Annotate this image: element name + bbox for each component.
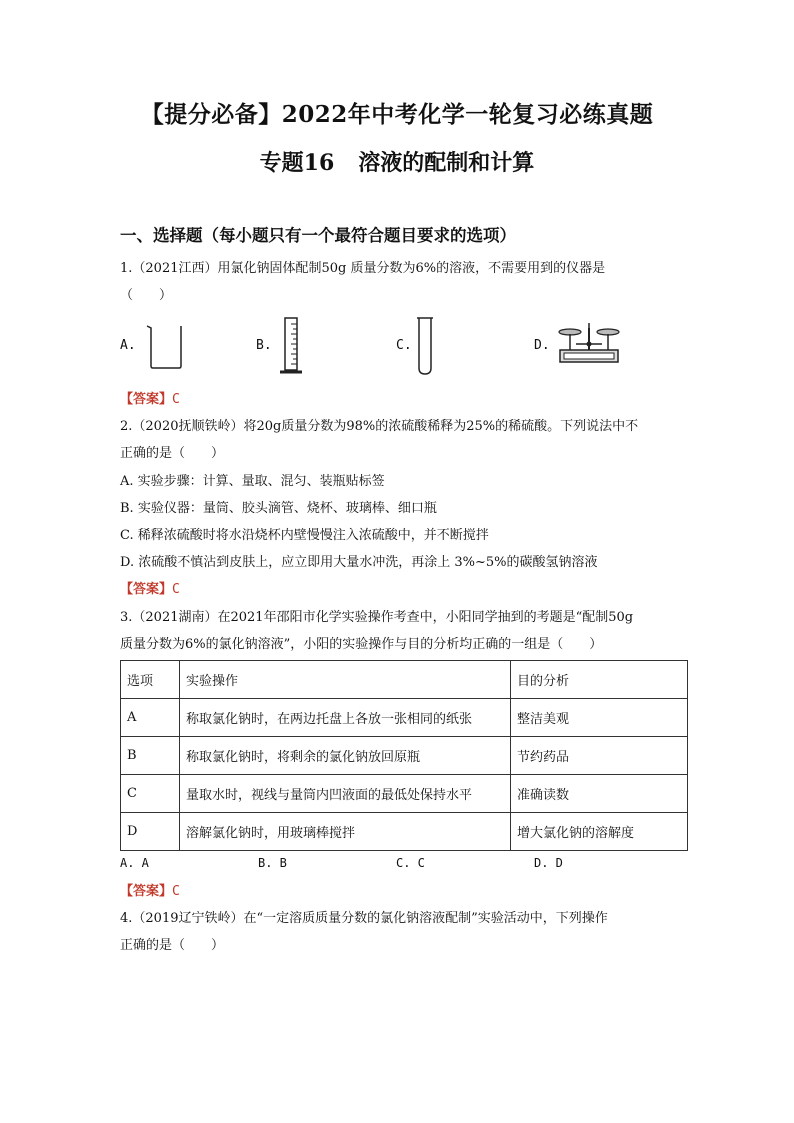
q1-answer-value: C: [172, 392, 180, 407]
q2-answer-value: C: [172, 582, 180, 597]
table-header-cell: 目的分析: [511, 661, 688, 699]
q3-choice-b: B. B: [258, 856, 287, 870]
table-header-cell: 选项: [121, 661, 180, 699]
table-header-cell: 实验操作: [180, 661, 511, 699]
q1-text-line2: （ ）: [120, 288, 173, 303]
q2-answer-label: 【答案】: [120, 582, 173, 597]
table-header-row: [121, 661, 688, 699]
section-heading: 一、选择题（每小题只有一个最符合题目要求的选项）: [120, 226, 516, 245]
table-cell: 溶解氯化钠时，用玻璃棒搅拌: [180, 813, 511, 851]
q4-text-line2: 正确的是（ ）: [120, 938, 225, 953]
q2-answer: [120, 578, 180, 597]
table-cell: 增大氯化钠的溶解度: [511, 813, 688, 851]
q3-text-line1: 3.（2021湖南）在2021年邵阳市化学实验操作考查中，小阳同学抽到的考题是“配制50g: [120, 610, 634, 625]
q3-answer-value: C: [172, 884, 180, 899]
q2-text-line1: 2.（2020抚顺铁岭）将20g质量分数为98%的浓硫酸稀释为25%的稀硫酸。下列说法中不: [120, 419, 639, 434]
q2-option-b: B. 实验仪器：量筒、胶头滴管、烧杯、玻璃棒、细口瓶: [120, 501, 437, 516]
q3-choice-c: C. C: [396, 856, 425, 870]
table-cell: B: [121, 737, 180, 775]
table-cell: A: [121, 699, 180, 737]
q3-choice-d: D. D: [534, 856, 563, 870]
table-cell: 称取氯化钠时，在两边托盘上各放一张相同的纸张: [180, 699, 511, 737]
page-title: 【提分必备】2022年中考化学一轮复习必练真题: [140, 101, 654, 128]
topic-name: 溶液的配制和计算: [358, 150, 535, 176]
table-cell: 称取氯化钠时，将剩余的氯化钠放回原瓶: [180, 737, 511, 775]
test-tube-icon: [416, 316, 434, 376]
table-cell: 量取水时，视线与量筒内凹液面的最低处保持水平: [180, 775, 511, 813]
q1-option-c-label: C.: [396, 338, 412, 353]
table-cell: 整洁美观: [511, 699, 688, 737]
q1-option-a-label: A.: [120, 338, 136, 353]
q1-answer-label: 【答案】: [120, 392, 173, 407]
q3-answer: [120, 880, 180, 899]
q3-table: [120, 660, 688, 851]
table-row: [121, 813, 688, 851]
q2-option-c: C. 稀释浓硫酸时将水沿烧杯内壁慢慢注入浓硫酸中，并不断搅拌: [120, 528, 489, 543]
q1-option-d-label: D.: [534, 338, 550, 353]
q4-text-line1: 4.（2019辽宁铁岭）在“一定溶质质量分数的氯化钠溶液配制”实验活动中，下列操作: [120, 911, 608, 926]
table-cell: C: [121, 775, 180, 813]
q2-option-d: D. 浓硫酸不慎沾到皮肤上，应立即用大量水冲洗，再涂上 3%~5%的碳酸氢钠溶液: [120, 555, 598, 570]
q1-text-line1: 1.（2021江西）用氯化钠固体配制50g 质量分数为6%的溶液，不需要用到的仪器是: [120, 261, 606, 276]
table-cell: 节约药品: [511, 737, 688, 775]
topic-number: 专题16: [259, 150, 335, 176]
q3-text-line2: 质量分数为6%的氯化钠溶液”，小阳的实验操作与目的分析均正确的一组是（ ）: [120, 637, 603, 652]
q2-text-line2: 正确的是（ ）: [120, 446, 225, 461]
table-row: [121, 699, 688, 737]
beaker-icon: [145, 322, 187, 370]
topic-title: [0, 146, 794, 177]
balance-scale-icon: [556, 318, 622, 366]
table-row: [121, 775, 688, 813]
q3-choice-a: A. A: [120, 856, 149, 870]
q3-answer-label: 【答案】: [120, 884, 173, 899]
q1-option-b-label: B.: [256, 338, 272, 353]
graduated-cylinder-icon: [278, 316, 304, 378]
table-row: [121, 737, 688, 775]
table-cell: D: [121, 813, 180, 851]
q1-answer: [120, 388, 180, 407]
q2-option-a: A. 实验步骤：计算、量取、混匀、装瓶贴标签: [120, 474, 385, 489]
table-cell: 准确读数: [511, 775, 688, 813]
